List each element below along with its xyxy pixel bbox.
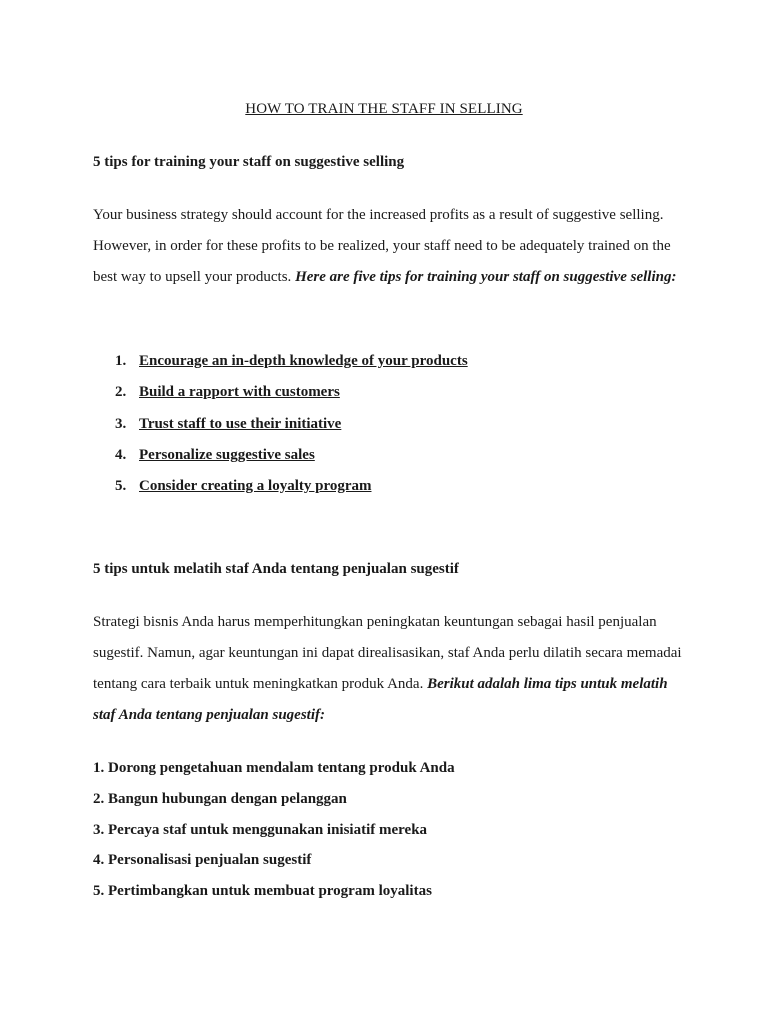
english-intro-paragraph — [93, 200, 693, 293]
tip-link[interactable]: Trust staff to use their initiative — [139, 415, 342, 432]
english-tips-list — [115, 353, 468, 509]
list-item — [115, 478, 468, 509]
indonesian-tips-list — [93, 760, 455, 914]
english-paragraph-emphasis: Here are five tips for training your staff on suggestive selling: — [295, 269, 677, 285]
list-item: 3. Percaya staf untuk menggunakan inisiatif mereka — [93, 821, 428, 838]
indonesian-paragraph-text: Strategi bisnis Anda harus memperhitungkan peningkatan keuntungan sebagai hasil penjualan sugestif. Namun, agar keuntungan ini dapat direalisasikan, staf Anda perlu dilatih secara memadai tentang cara terbaik untuk meningkatkan produk Anda. — [93, 614, 682, 692]
document-title: HOW TO TRAIN THE STAFF IN SELLING — [245, 101, 523, 117]
english-section-heading: 5 tips for training your staff on suggestive selling — [93, 154, 405, 170]
tip-link[interactable]: Build a rapport with customers — [139, 384, 340, 401]
list-item — [115, 447, 468, 478]
list-item: 5. Pertimbangkan untuk membuat program loyalitas — [93, 883, 432, 900]
list-number: 4. — [115, 446, 127, 463]
list-number: 5. — [115, 478, 127, 495]
indonesian-intro-paragraph — [93, 607, 693, 731]
tip-link[interactable]: Encourage an in-depth knowledge of your products — [139, 353, 468, 369]
list-item: 4. Personalisasi penjualan sugestif — [93, 852, 312, 869]
english-paragraph-text: Your business strategy should account for the increased profits as a result of suggestive selling. However, in order for these profits to be realized, your staff need to be adequately trained on the best way to upsell your products. — [93, 207, 671, 285]
indonesian-section-heading: 5 tips untuk melatih staf Anda tentang penjualan sugestif — [93, 561, 459, 577]
indonesian-paragraph-emphasis: Berikut adalah lima tips untuk melatih staf Anda tentang penjualan sugestif: — [93, 676, 668, 723]
list-item — [115, 353, 468, 384]
list-item — [115, 384, 468, 415]
list-item: 2. Bangun hubungan dengan pelanggan — [93, 790, 347, 807]
list-number: 1. — [115, 353, 127, 369]
list-item: 1. Dorong pengetahuan mendalam tentang produk Anda — [93, 760, 455, 776]
tip-link[interactable]: Personalize suggestive sales — [139, 446, 315, 463]
list-item — [115, 416, 468, 447]
list-number: 3. — [115, 415, 127, 432]
tip-link[interactable]: Consider creating a loyalty program — [139, 478, 372, 495]
list-number: 2. — [115, 384, 127, 401]
